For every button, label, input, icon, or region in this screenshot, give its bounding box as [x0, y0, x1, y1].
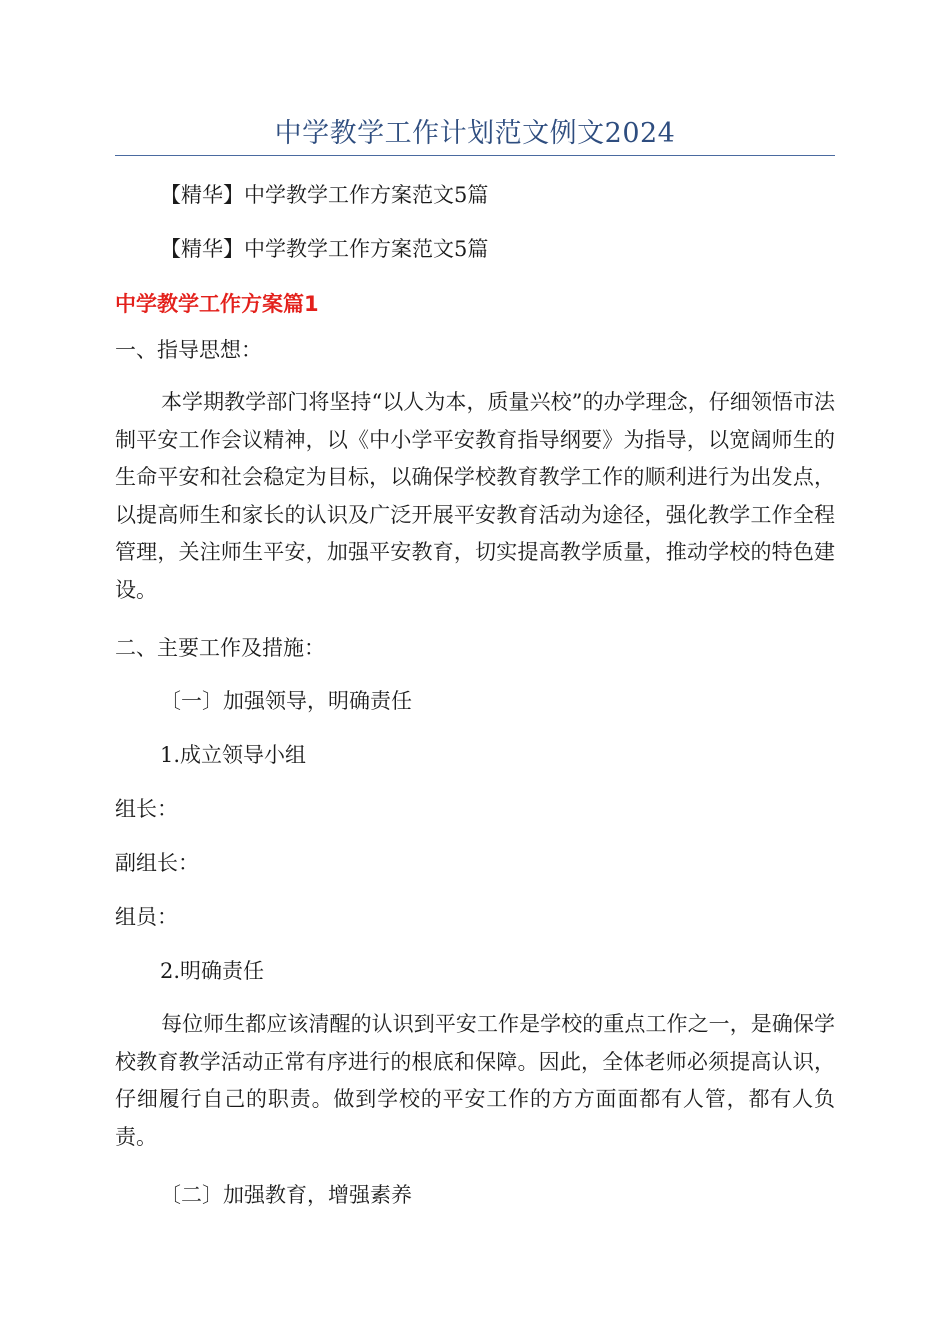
item-2-heading: 2.明确责任: [160, 959, 265, 983]
subsection-1-heading: 〔一〕加强领导，明确责任: [160, 689, 412, 713]
deputy-leader-label: 副组长：: [115, 851, 199, 875]
document-title: 中学教学工作计划范文例文2024: [274, 118, 676, 149]
subtitle-line-2: 【精华】中学教学工作方案范文5篇: [160, 237, 489, 261]
part1-paragraph: 本学期教学部门将坚持“以人为本，质量兴校”的办学理念，仔细领悟市法制平安工作会议精神，以《中小学平安教育指导纲要》为指导，以宽阔师生的生命平安和社会稳定为目标，以确保学校教育教学工作的顺利进行为出发点，以提高师生和家长的认识及广泛开展平安教育活动为途径，强化教学工作全程管理，关注师生平安，加强平安教育，切实提高教学质量，推动学校的特色建设。: [115, 390, 835, 602]
part2-heading: 二、主要工作及措施：: [115, 636, 325, 660]
subsection-2-heading: 〔二〕加强教育，增强素养: [160, 1183, 412, 1207]
part1-heading: 一、指导思想：: [115, 338, 262, 362]
item-2-paragraph: 每位师生都应该清醒的认识到平安工作是学校的重点工作之一，是确保学校教育教学活动正常有序进行的根底和保障。因此，全体老师必须提高认识，仔细履行自己的职责。做到学校的平安工作的方方面面都有人管，都有人负责。: [115, 1012, 835, 1149]
leader-label: 组长：: [115, 797, 178, 821]
subtitle-line-1: 【精华】中学教学工作方案范文5篇: [160, 183, 489, 207]
section-heading: 中学教学工作方案篇1: [115, 292, 319, 316]
title-underline: [115, 155, 835, 156]
member-label: 组员：: [115, 905, 178, 929]
item-1-heading: 1.成立领导小组: [160, 743, 307, 767]
